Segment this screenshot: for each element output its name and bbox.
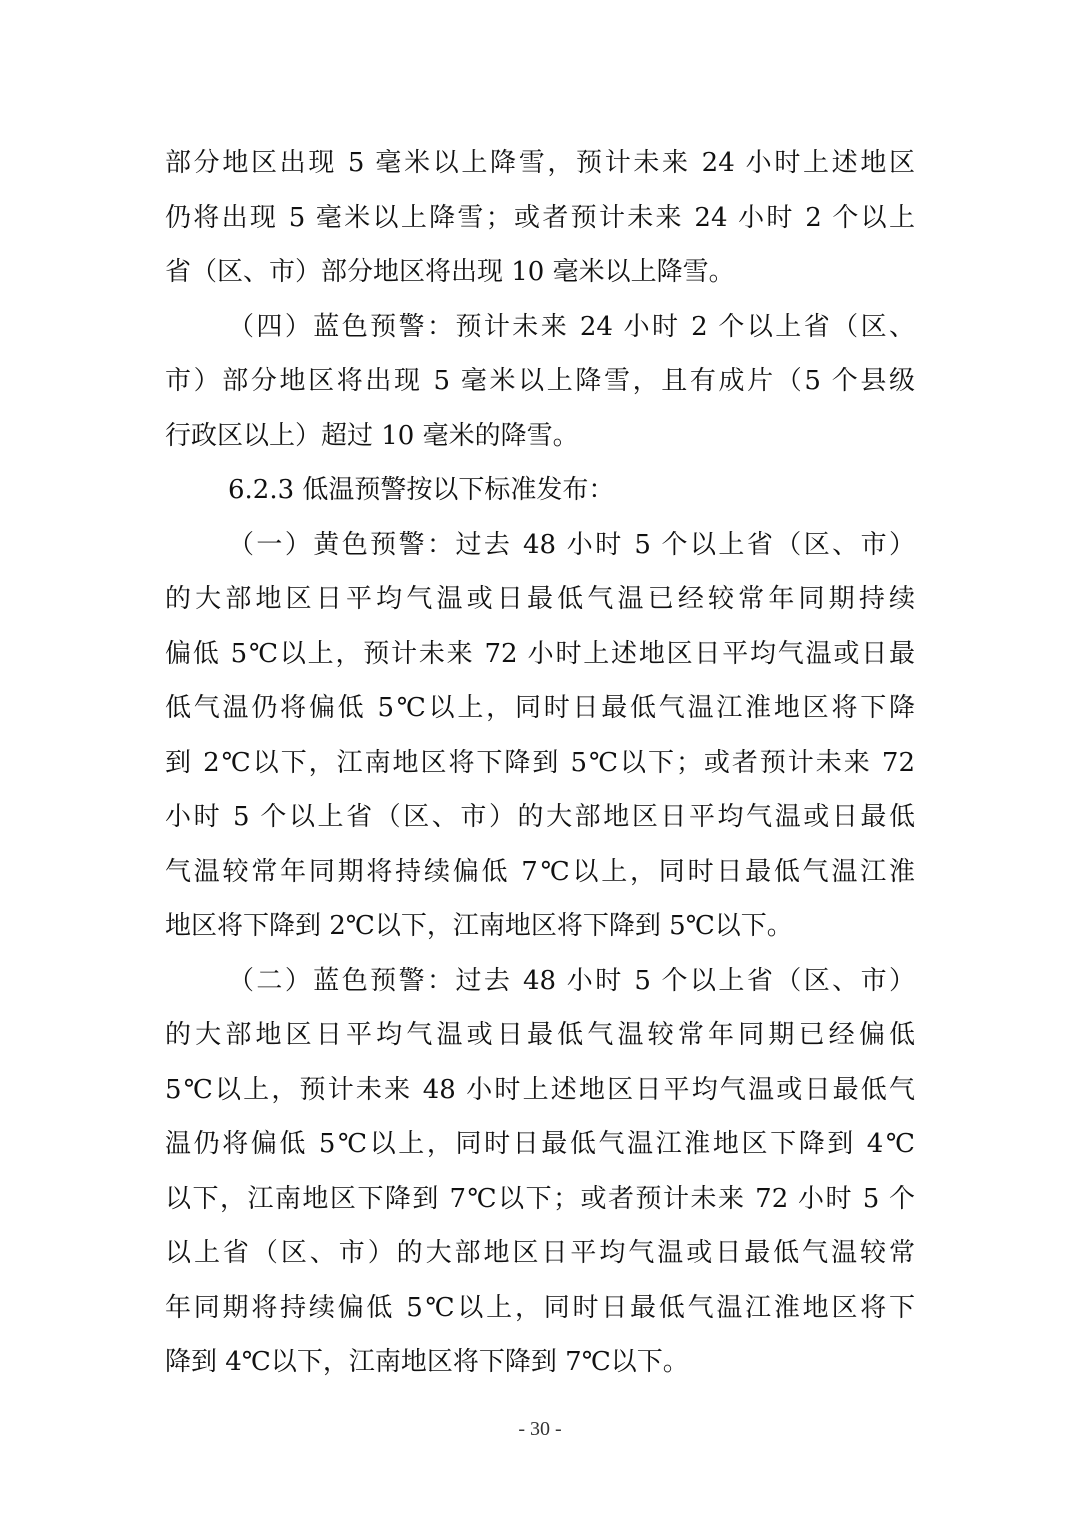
text-line: 部分地区出现 5 毫米以上降雪，预计未来 24 小时上述地区 — [165, 148, 915, 178]
text-line: 年同期将持续偏低 5℃以上，同时日最低气温江淮地区将下 — [165, 1293, 915, 1323]
text-line: 温仍将偏低 5℃以上，同时日最低气温江淮地区下降到 4℃ — [165, 1129, 915, 1159]
text-line: 偏低 5℃以上，预计未来 72 小时上述地区日平均气温或日最 — [165, 639, 915, 669]
text-line: 以下，江南地区下降到 7℃以下；或者预计未来 72 小时 5 个 — [165, 1184, 915, 1214]
text-line: 5℃以上，预计未来 48 小时上述地区日平均气温或日最低气 — [165, 1075, 915, 1105]
text-line: 仍将出现 5 毫米以上降雪；或者预计未来 24 小时 2 个以上 — [165, 203, 915, 233]
text-line: 的大部地区日平均气温或日最低气温较常年同期已经偏低 — [165, 1020, 915, 1050]
text-line: 的大部地区日平均气温或日最低气温已经较常年同期持续 — [165, 584, 915, 614]
paragraph-heading-blue-warning-snow: （四）蓝色预警：预计未来 24 小时 2 个以上省（区、 — [228, 312, 915, 342]
text-line: 行政区以上）超过 10 毫米的降雪。 — [165, 421, 579, 451]
section-heading-6-2-3: 6.2.3 低温预警按以下标准发布： — [228, 475, 615, 505]
text-line: 到 2℃以下，江南地区将下降到 5℃以下；或者预计未来 72 — [165, 748, 915, 778]
text-line: 气温较常年同期将持续偏低 7℃以上，同时日最低气温江淮 — [165, 857, 915, 887]
text-line: 低气温仍将偏低 5℃以上，同时日最低气温江淮地区将下降 — [165, 693, 915, 723]
text-line: 以上省（区、市）的大部地区日平均气温或日最低气温较常 — [165, 1238, 915, 1268]
text-line: 降到 4℃以下，江南地区将下降到 7℃以下。 — [165, 1347, 689, 1377]
text-line: 市）部分地区将出现 5 毫米以上降雪，且有成片（5 个县级 — [165, 366, 915, 396]
text-line: 小时 5 个以上省（区、市）的大部地区日平均气温或日最低 — [165, 802, 915, 832]
paragraph-heading-yellow-warning: （一）黄色预警：过去 48 小时 5 个以上省（区、市） — [228, 530, 915, 560]
page-number: - 30 - — [518, 1418, 562, 1440]
paragraph-heading-blue-warning-cold: （二）蓝色预警：过去 48 小时 5 个以上省（区、市） — [228, 966, 915, 996]
text-line: 省（区、市）部分地区将出现 10 毫米以上降雪。 — [165, 257, 735, 287]
text-line: 地区将下降到 2℃以下，江南地区将下降到 5℃以下。 — [165, 911, 793, 941]
